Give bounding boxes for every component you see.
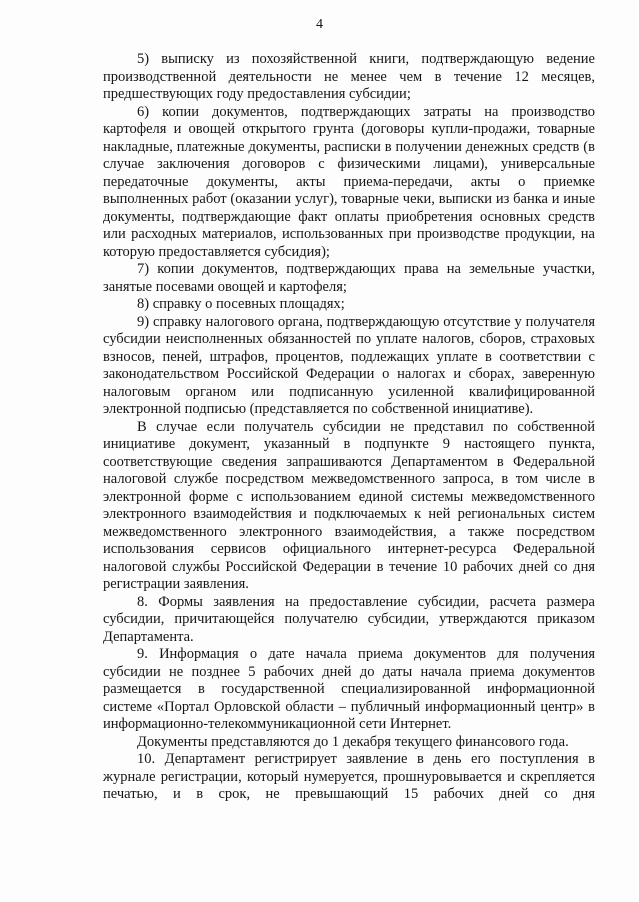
paragraph-deadline: Документы представляются до 1 декабря текущего финансового года. <box>137 733 569 750</box>
paragraph-item-9: 9) справку налогового органа, подтверждающую отсутствие у получателя субсидии неисполненных обязанностей по уплате налогов, сборов, страховых взносов, пеней, штрафов, процентов, подлежащих уплате в соответствии с законодательством Российской Федерации о налогах и сборах, заверенную налоговым органом или подписанную усиленной квалифицированной электронной подписью (представляется по собственной инициативе). <box>103 313 595 417</box>
paragraph-clause-10: 10. Департамент регистрирует заявление в день его поступления в журнале регистрации, который нумеруется, прошнуровывается и скрепляется печатью, и в срок, не превышающий 15 рабочих дней со дня <box>103 751 595 802</box>
paragraph-clause-8: 8. Формы заявления на предоставление субсидии, расчета размера субсидии, причитающейся получателю субсидии, утверждаются приказом Департамента. <box>103 593 595 645</box>
paragraph-item-5: 5) выписку из похозяйственной книги, подтверждающую ведение производственной деятельности не менее чем в течение 12 месяцев, предшествующих году предоставления субсидии; <box>103 51 595 102</box>
paragraph-clause-9: 9. Информация о дате начала приема документов для получения субсидии не позднее 5 рабочих дней до даты начала приема документов размещается в государственной специализированной информационной системе «Портал Орловской области – публичный информационный центр» в информационно-телекоммуникационной сети Интернет. <box>103 646 595 732</box>
paragraph-tax-request: В случае если получатель субсидии не представил по собственной инициативе документ, указанный в подпункте 9 настоящего пункта, соответствующие сведения запрашиваются Департаментом в Федеральной налоговой службе посредством межведомственного запроса, в том числе в электронной форме с использованием единой системы межведомственного электронного взаимодействия и подключаемых к ней региональных систем межведомственного электронного взаимодействия, а также посредством использования сервисов официального интернет-ресурса Федеральной налоговой службы Российской Федерации в течение 10 рабочих дней со дня регистрации заявления. <box>103 418 595 592</box>
document-body <box>103 51 595 804</box>
paragraph-item-6: 6) копии документов, подтверждающих затраты на производство картофеля и овощей открытого грунта (договоры купли-продажи, товарные накладные, платежные документы, расписки в получении денежных средств (в случае заключения договоров с физическими лицами), универсальные передаточные документы, акты приема-передачи, акты о приемке выполненных работ (оказании услуг), товарные чеки, выписки из банка и иные документы, подтверждающие факт оплаты приобретения основных средств или расходных материалов, использованных при производстве продукции, на которую предоставляется субсидия); <box>103 103 595 260</box>
paragraph-item-8: 8) справку о посевных площадях; <box>137 296 345 312</box>
paragraph-item-7: 7) копии документов, подтверждающих права на земельные участки, занятые посевами овощей и картофеля; <box>103 261 595 295</box>
page-number: 4 <box>316 17 323 32</box>
